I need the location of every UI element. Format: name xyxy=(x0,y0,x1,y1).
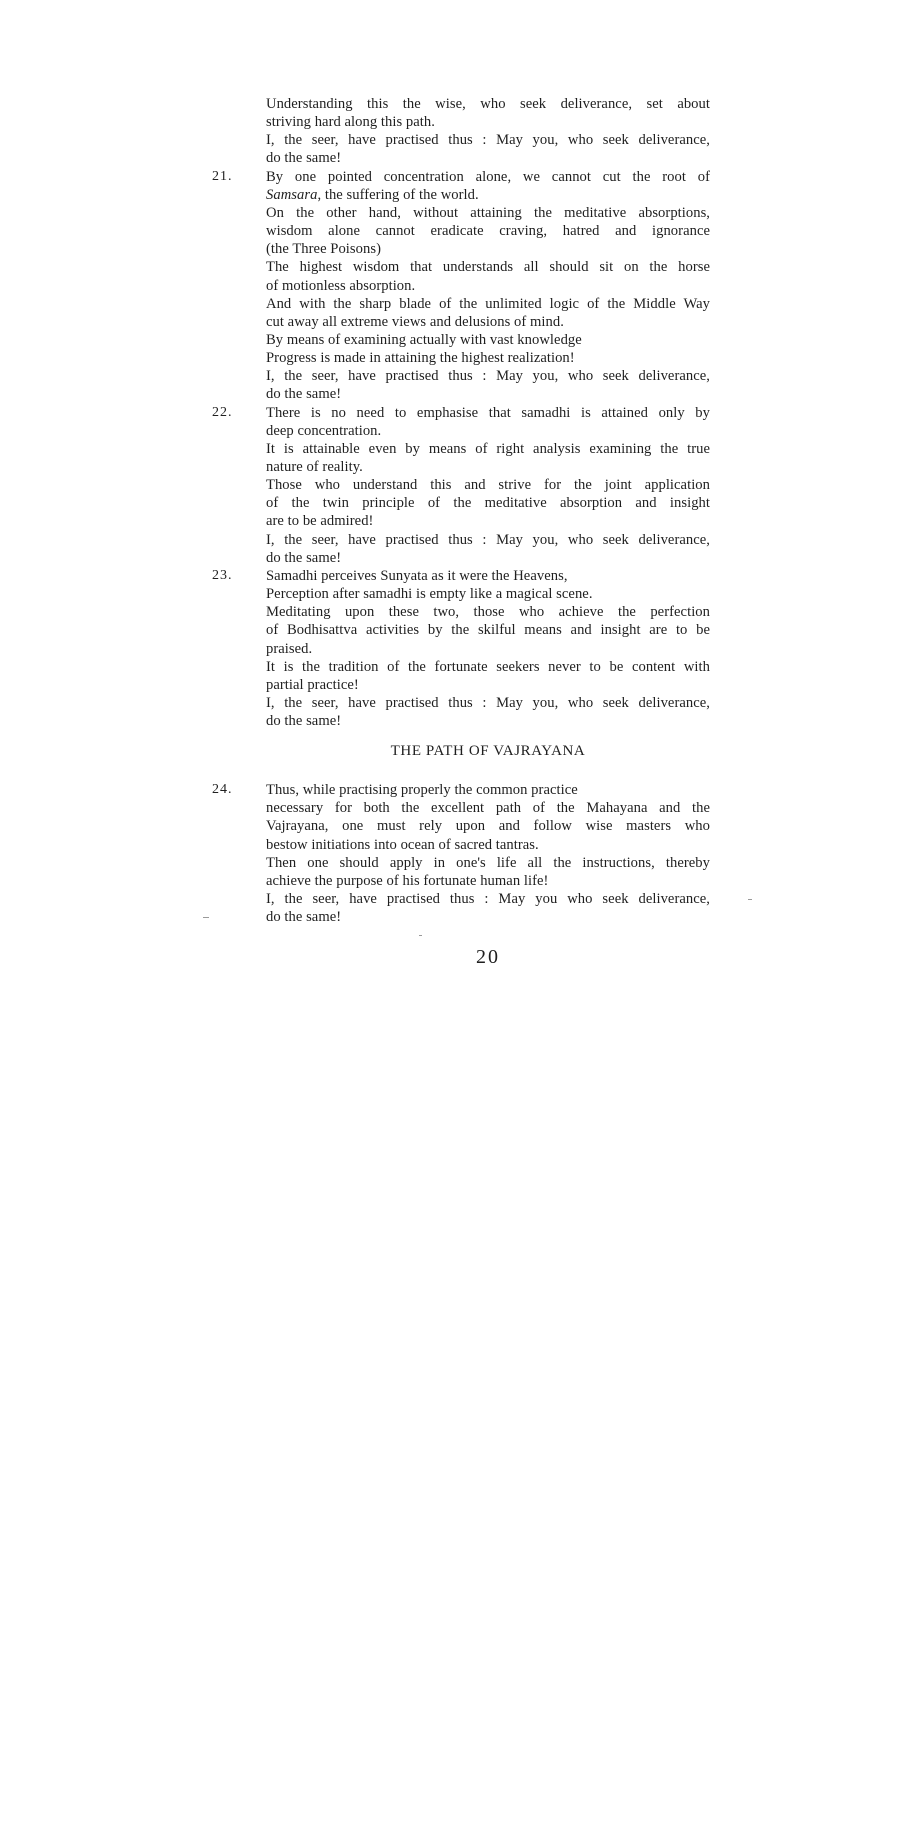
text-line: do the same! xyxy=(266,909,342,926)
text-line: It is attainable even by means of right analysis examining the true xyxy=(266,440,710,457)
text-line: cut away all extreme views and delusions of mind. xyxy=(266,313,564,330)
text-line: Samsara, the suffering of the world. xyxy=(266,186,479,203)
text-line: of Bodhisattva activities by the skilful means and insight are to be xyxy=(266,622,710,639)
text-line: (the Three Poisons) xyxy=(266,241,381,258)
text-line: are to be admired! xyxy=(266,513,374,530)
text-line: By one pointed concentration alone, we cannot cut the root of xyxy=(266,168,710,185)
text-line: partial practice! xyxy=(266,676,359,693)
text-line: do the same! xyxy=(266,150,342,167)
scan-speck xyxy=(748,899,752,900)
text-line: I, the seer, have practised thus : May you, who seek deliverance, xyxy=(266,531,710,548)
text-line: Progress is made in attaining the highest realization! xyxy=(266,350,575,367)
verse-number-24: 24. xyxy=(212,782,233,797)
text-line: Meditating upon these two, those who achieve the perfection xyxy=(266,604,710,621)
text-line: necessary for both the excellent path of the Mahayana and the xyxy=(266,800,710,817)
text-line: By means of examining actually with vast knowledge xyxy=(266,331,582,348)
text-line: The highest wisdom that understands all should sit on the horse xyxy=(266,259,710,276)
text-line: do the same! xyxy=(266,549,342,566)
text-line: striving hard along this path. xyxy=(266,114,435,131)
text-line: deep concentration. xyxy=(266,422,382,439)
text-line: It is the tradition of the fortunate seekers never to be content with xyxy=(266,658,710,675)
text-line: I, the seer, have practised thus : May you, who seek deliverance, xyxy=(266,368,710,385)
text-line: praised. xyxy=(266,640,313,657)
text-line: There is no need to emphasise that samadhi is attained only by xyxy=(266,404,710,421)
verse-number: 23. xyxy=(212,567,233,583)
text-line: Then one should apply in one's life all the instructions, thereby xyxy=(266,854,710,871)
text-line: Perception after samadhi is empty like a magical scene. xyxy=(266,586,593,603)
text-line: do the same! xyxy=(266,386,342,403)
text-line: I, the seer, have practised thus : May you, who seek deliverance, xyxy=(266,132,710,149)
text-line: Those who understand this and strive for the joint application xyxy=(266,477,710,494)
text-line: nature of reality. xyxy=(266,459,363,475)
text-line: On the other hand, without attaining the meditative absorptions, xyxy=(266,204,710,221)
section-heading: THE PATH OF VAJRAYANA xyxy=(390,743,586,759)
scan-speck xyxy=(419,935,422,936)
text-line: Understanding this the wise, who seek deliverance, set about xyxy=(266,96,710,112)
text-line: Thus, while practising properly the common practice xyxy=(266,782,578,798)
text-line: of the twin principle of the meditative absorption and insight xyxy=(266,495,710,512)
verse-number: 22. xyxy=(212,404,233,420)
page-number: 20 xyxy=(476,946,500,968)
text-line: Samadhi perceives Sunyata as it were the Heavens, xyxy=(266,567,568,584)
text-line: Vajrayana, one must rely upon and follow wise masters who xyxy=(266,818,710,835)
text-line: achieve the purpose of his fortunate human life! xyxy=(266,873,549,889)
text-line: I, the seer, have practised thus : May you, who seek deliverance, xyxy=(266,694,710,711)
verse-number: 21. xyxy=(212,168,233,184)
text-line: And with the sharp blade of the unlimited logic of the Middle Way xyxy=(266,295,710,312)
text-line: I, the seer, have practised thus : May you who seek deliverance, xyxy=(266,891,710,908)
text-line: bestow initiations into ocean of sacred tantras. xyxy=(266,836,539,853)
scan-speck xyxy=(203,917,209,918)
text-line: of motionless absorption. xyxy=(266,277,416,294)
text-line: do the same! xyxy=(266,713,342,730)
text-line: wisdom alone cannot eradicate craving, hatred and ignorance xyxy=(266,223,710,240)
